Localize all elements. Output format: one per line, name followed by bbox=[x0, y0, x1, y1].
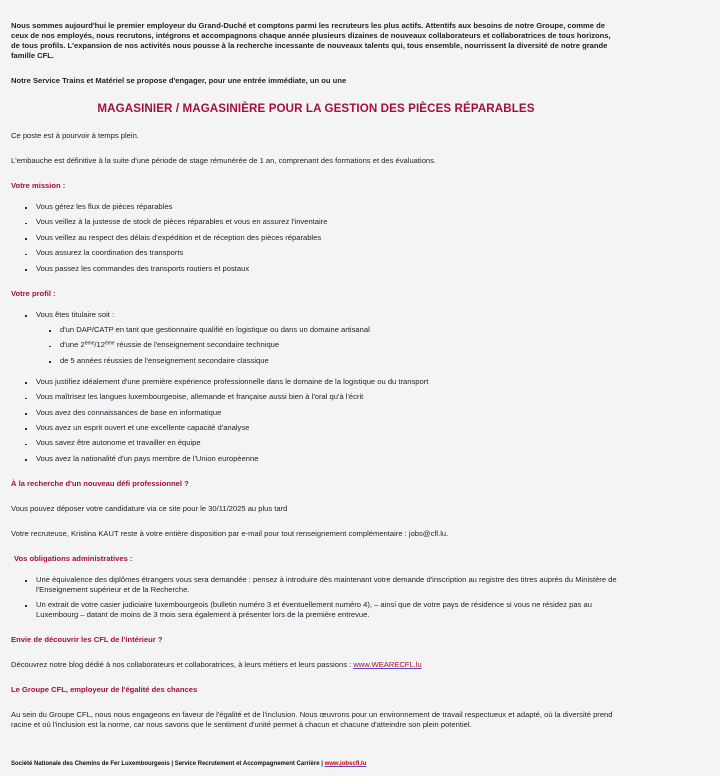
intro-paragraph: Nous sommes aujourd'hui le premier employeur du Grand-Duché et comptons parmi les recruteurs les plus actifs. Attentifs aux besoins de notre Groupe, comme de ceux de nos employés, nous recrutons, intégrons et accompagnons chaque année plusieurs dizaines de nouveaux collaborateurs et collaboratrices de tous horizons, de tous profils. L'expansion de nos activités nous pousse à la recherche incessante de nouveaux talents qui, tous ensemble, nourrissent la diversité de notre grande famille CFL. bbox=[11, 21, 611, 60]
mission-heading: Votre mission : bbox=[11, 181, 66, 190]
list-item bbox=[24, 575, 621, 595]
mission-list bbox=[11, 202, 621, 274]
profile-item-text: Vous justifiez idéalement d'une première expérience professionnelle dans le domaine de la logistique ou du transport bbox=[36, 376, 429, 386]
footer-text: Société Nationale des Chemins de Fer Luxembourgeois | Service Recrutement et Accompagnement Carrière | bbox=[11, 761, 325, 768]
list-item bbox=[24, 264, 621, 274]
bullet-icon bbox=[24, 575, 36, 585]
hiring-line: L'embauche est définitive à la suite d'une période de stage rémunérée de 1 an, comprenant des formations et des évaluations. bbox=[11, 156, 437, 165]
list-item bbox=[24, 233, 621, 243]
bullet-icon bbox=[24, 310, 36, 320]
jobscfl-link[interactable]: www.jobscfl.lu bbox=[324, 761, 367, 768]
profile-item-text: Vous avez la nationalité d'un pays membre de l'Union européenne bbox=[36, 453, 259, 463]
titulaire-item-text: Vous êtes titulaire soit : bbox=[36, 309, 115, 319]
diploma-text-part: d'une 2 bbox=[60, 340, 85, 350]
job-title: MAGASINIER / MAGASINIÈRE POUR LA GESTION DES PIÈCES RÉPARABLES bbox=[97, 102, 535, 115]
profile-item-text: Vous maîtrisez les langues luxembourgeoise, allemande et française aussi bien à l'oral qu'à l'écrit bbox=[36, 392, 364, 402]
list-item bbox=[24, 392, 621, 402]
profile-sub-list bbox=[11, 325, 621, 366]
list-item bbox=[24, 438, 621, 448]
list-item bbox=[24, 423, 621, 433]
obligations-heading: Vos obligations administratives : bbox=[14, 553, 133, 563]
full-time-line: Ce poste est à pourvoir à temps plein. bbox=[11, 131, 139, 140]
blog-line bbox=[11, 660, 621, 670]
mission-item-text: Vous assurez la coordination des transports bbox=[36, 248, 184, 258]
sub-item-text: d'un DAP/CATP en tant que gestionnaire qualifié en logistique ou dans un domaine artisanal bbox=[60, 324, 370, 334]
engage-line: Notre Service Trains et Matériel se propose d'engager, pour une entrée immédiate, un ou une bbox=[11, 76, 347, 85]
profile-heading: Votre profil : bbox=[11, 288, 56, 298]
list-item bbox=[24, 600, 621, 620]
bullet-icon bbox=[24, 600, 36, 610]
equality-paragraph: Au sein du Groupe CFL, nous nous engageons en faveur de l'égalité et de l'inclusion. Nous œuvrons pour un environnement de travail respectueux et adapté, où la diversité prend racine et où l'inclusion est la norme, car nous savons que le sentiment d'unité permet à chacun et chacune d'atteindre son plein potentiel. bbox=[11, 710, 613, 730]
list-item bbox=[24, 377, 621, 387]
profile-list bbox=[11, 310, 621, 320]
mission-item-text: Vous veillez à la justesse de stock de pièces réparables et vous en assurez l'inventaire bbox=[36, 217, 328, 227]
diploma-text-part: réussie de l'enseignement secondaire technique bbox=[114, 340, 280, 350]
sub-item-text bbox=[60, 340, 621, 350]
profile-item-text: Vous savez être autonome et travailler en équipe bbox=[36, 438, 201, 448]
profile-item-text: Vous avez un esprit ouvert et une excellente capacité d'analyse bbox=[36, 422, 250, 432]
deadline-line: Vous pouvez déposer votre candidature via ce site pour le 30/11/2025 au plus tard bbox=[11, 503, 288, 513]
list-item bbox=[24, 454, 621, 464]
equality-heading: Le Groupe CFL, employeur de l'égalité des chances bbox=[11, 685, 198, 695]
list-item bbox=[24, 202, 621, 212]
list-item bbox=[24, 248, 621, 258]
bullet-icon bbox=[48, 356, 60, 366]
bullet-icon bbox=[24, 438, 36, 448]
diploma-superscript: ème bbox=[84, 340, 95, 347]
list-item bbox=[24, 217, 621, 227]
challenge-heading: À la recherche d'un nouveau défi professionnel ? bbox=[11, 478, 189, 488]
list-item bbox=[48, 340, 621, 350]
profile-item-text: Vous avez des connaissances de base en informatique bbox=[36, 407, 222, 417]
blog-line-text: Découvrez notre blog dédié à nos collaborateurs et collaboratrices, à leurs métiers et leurs passions : bbox=[11, 660, 354, 670]
list-item bbox=[48, 325, 621, 335]
bullet-icon bbox=[24, 408, 36, 418]
discover-heading: Envie de découvrir les CFL de l'intérieur ? bbox=[11, 635, 163, 645]
bullet-icon bbox=[24, 217, 36, 227]
bullet-icon bbox=[24, 202, 36, 212]
diploma-text-part: /12 bbox=[94, 340, 105, 350]
diploma-superscript: ème bbox=[104, 340, 115, 347]
bullet-icon bbox=[24, 454, 36, 464]
list-item bbox=[48, 356, 621, 366]
sub-item-text: de 5 années réussies de l'enseignement secondaire classique bbox=[60, 355, 269, 365]
bullet-icon bbox=[24, 233, 36, 243]
bullet-icon bbox=[24, 377, 36, 387]
obligations-list bbox=[11, 575, 621, 620]
wearecfl-link[interactable]: www.WEARECFL.lu bbox=[353, 660, 422, 670]
list-item bbox=[24, 310, 621, 320]
mission-item-text: Vous veillez au respect des délais d'expédition et de réception des pièces réparables bbox=[36, 232, 322, 242]
bullet-icon bbox=[24, 264, 36, 274]
bullet-icon bbox=[48, 340, 60, 350]
footer bbox=[11, 760, 621, 768]
obligation-item-text: Un extrait de votre casier judiciaire luxembourgeois (bulletin numéro 3 et éventuellement numéro 4), – ainsi que de votre pays de résidence si vous ne résidez pas au Luxembourg – datant de moins de 3 mois sera également à présenter lors de la première entrevue. bbox=[36, 600, 592, 620]
profile-list-continued bbox=[11, 377, 621, 464]
bullet-icon bbox=[48, 325, 60, 335]
bullet-icon bbox=[24, 392, 36, 402]
mission-item-text: Vous gérez les flux de pièces réparables bbox=[36, 202, 173, 211]
mission-item-text: Vous passez les commandes des transports routiers et postaux bbox=[36, 263, 250, 273]
recruiter-line: Votre recruteuse, Kristina KAUT reste à votre entière disposition par e-mail pour tout renseignement complémentaire : jobs@cfl.lu. bbox=[11, 528, 449, 538]
bullet-icon bbox=[24, 248, 36, 258]
list-item bbox=[24, 408, 621, 418]
bullet-icon bbox=[24, 423, 36, 433]
obligation-item-text: Une équivalence des diplômes étrangers vous sera demandée : pensez à introduire dès maintenant votre demande d'inscription au registre des titres auprès du Ministère de l'Enseignement supérieur et de la Recherche. bbox=[36, 574, 617, 594]
